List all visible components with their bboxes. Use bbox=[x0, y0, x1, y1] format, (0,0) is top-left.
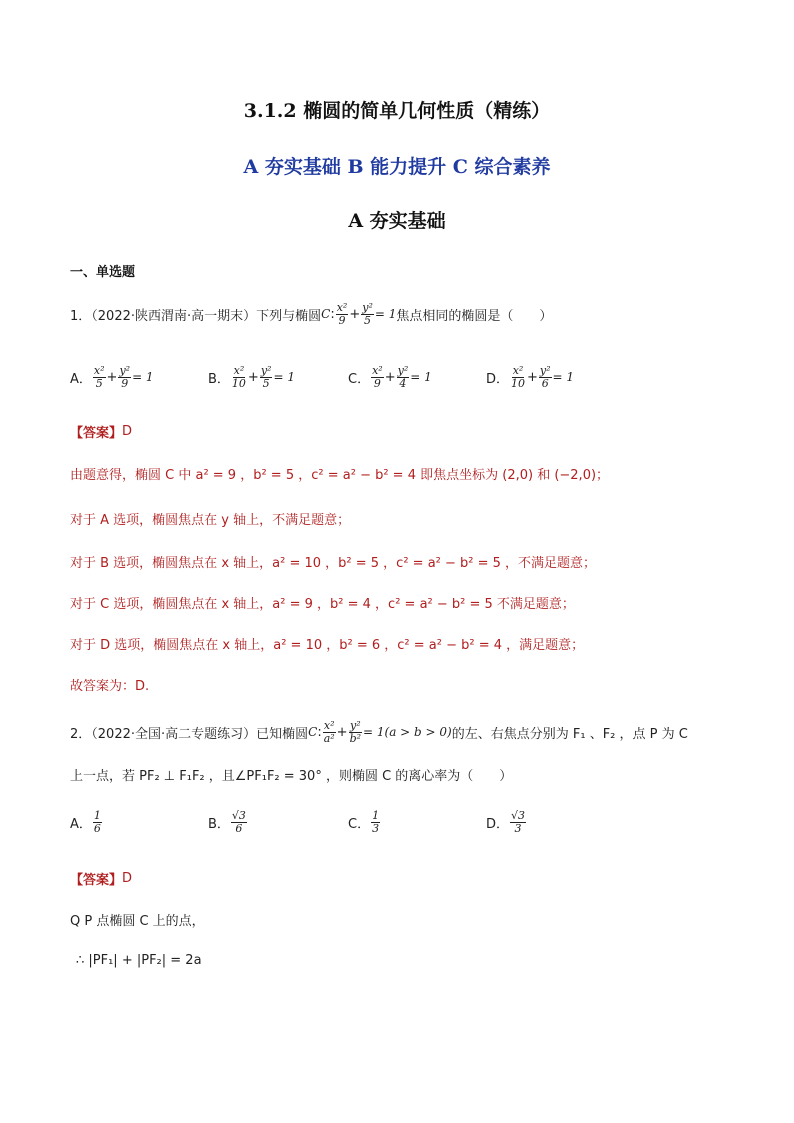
q2-option-b[interactable]: B． $\frac{√3}{6}$ bbox=[208, 809, 246, 835]
q2-answer-value: D bbox=[122, 871, 133, 886]
q1-prefix: 1．（2022·陕西渭南·高一期末）下列与椭圆 bbox=[70, 308, 322, 324]
q1-answer-value: D bbox=[122, 424, 133, 439]
question-1: 1．（2022·陕西渭南·高一期末）下列与椭圆 C : $\frac{\text{x²}}{9}$ + $\frac{\text{y²}}{5}$ = 1 焦点相同的椭圆是（ ） bbox=[70, 301, 553, 327]
q2-answer-tag: 【答案】 bbox=[70, 873, 123, 888]
q2-ellipse-label: C bbox=[308, 725, 318, 740]
q1-option-d[interactable]: D． $\frac{\text{x²}}{10}$ + $\frac{\text{y²}}{6}$ = 1 bbox=[486, 364, 575, 390]
q2-answer bbox=[70, 869, 132, 888]
q2-suffix: 的左、右焦点分别为 F₁ 、F₂ ，点 P 为 C bbox=[451, 726, 688, 742]
q1-answer bbox=[70, 422, 132, 441]
q2-explain-line: ∴ |PF₁| + |PF₂| = 2a bbox=[76, 953, 202, 968]
q1-ellipse-label: C bbox=[321, 307, 331, 322]
q1-answer-tag: 【答案】 bbox=[70, 426, 123, 441]
q2-prefix: 2．（2022·全国·高二专题练习）已知椭圆 bbox=[70, 726, 309, 742]
question-2: 2．（2022·全国·高二专题练习）已知椭圆 C : $\frac{\text{x²}}{\text{a²}}$ + $\frac{\text{y²}}{\text{b²}}$ = 1(a > b > 0) 的左、右焦点分别为 F₁ 、F₂ ，点 P 为 C bbox=[70, 719, 688, 745]
q1-explain-line: 对于 B 选项，椭圆焦点在 x 轴上，a² = 10 ，b² = 5 ，c² = a² − b² = 5 ，不满足题意； bbox=[70, 556, 597, 571]
part-heading: 一、单选题 bbox=[70, 265, 136, 280]
q1-explain-line: 由题意得，椭圆 C 中 a² = 9 ，b² = 5 ，c² = a² − b² = 4 即焦点坐标为 (2,0) 和 (−2,0)； bbox=[70, 468, 610, 483]
q1-eq-frac-x: $\frac{\text{x²}}{9}$ bbox=[336, 301, 348, 327]
q1-suffix: 焦点相同的椭圆是（ ） bbox=[396, 308, 553, 324]
q1-explain-line: 对于 D 选项，椭圆焦点在 x 轴上，a² = 10 ，b² = 6 ，c² = a² − b² = 4 ，满足题意； bbox=[70, 638, 585, 653]
q1-option-c[interactable]: C． $\frac{\text{x²}}{9}$ + $\frac{\text{y²}}{4}$ = 1 bbox=[348, 364, 432, 390]
question-2-line-2: 上一点，若 PF₂ ⊥ F₁F₂ ，且∠PF₁F₂ = 30° ，则椭圆 C 的离心率为（ ） bbox=[70, 769, 513, 784]
q1-eq-frac-y: $\frac{\text{y²}}{5}$ bbox=[362, 301, 373, 327]
q2-eq-frac-y: $\frac{\text{y²}}{\text{b²}}$ bbox=[349, 719, 362, 745]
section-title: A 夯实基础 bbox=[348, 210, 446, 232]
q2-explain-line: Q P 点椭圆 C 上的点， bbox=[70, 914, 205, 929]
q2-eq-rhs: = 1(a > b > 0) bbox=[363, 725, 452, 740]
q2-eq-frac-x: $\frac{\text{x²}}{\text{a²}}$ bbox=[323, 719, 335, 745]
q1-explain-line: 故答案为：D. bbox=[70, 679, 150, 694]
q1-explain-line: 对于 A 选项，椭圆焦点在 y 轴上，不满足题意； bbox=[70, 513, 351, 528]
q2-option-c[interactable]: C． $\frac{1}{3}$ bbox=[348, 809, 380, 835]
q1-eq-rhs: = 1 bbox=[374, 307, 397, 322]
q2-option-a[interactable]: A． $\frac{1}{6}$ bbox=[70, 809, 101, 835]
q1-option-a[interactable]: A． $\frac{\text{x²}}{5}$ + $\frac{\text{y²}}{9}$ = 1 bbox=[70, 364, 154, 390]
page-subtitle: A 夯实基础 B 能力提升 C 综合素养 bbox=[243, 156, 551, 178]
q2-option-d[interactable]: D． $\frac{√3}{3}$ bbox=[486, 809, 526, 835]
page-title: 3.1.2 椭圆的简单几何性质（精练） bbox=[243, 100, 551, 122]
q1-explain-line: 对于 C 选项，椭圆焦点在 x 轴上，a² = 9 ，b² = 4 ，c² = a² − b² = 5 不满足题意； bbox=[70, 597, 575, 612]
q1-option-b[interactable]: B． $\frac{\text{x²}}{10}$ + $\frac{\text{y²}}{5}$ = 1 bbox=[208, 364, 295, 390]
